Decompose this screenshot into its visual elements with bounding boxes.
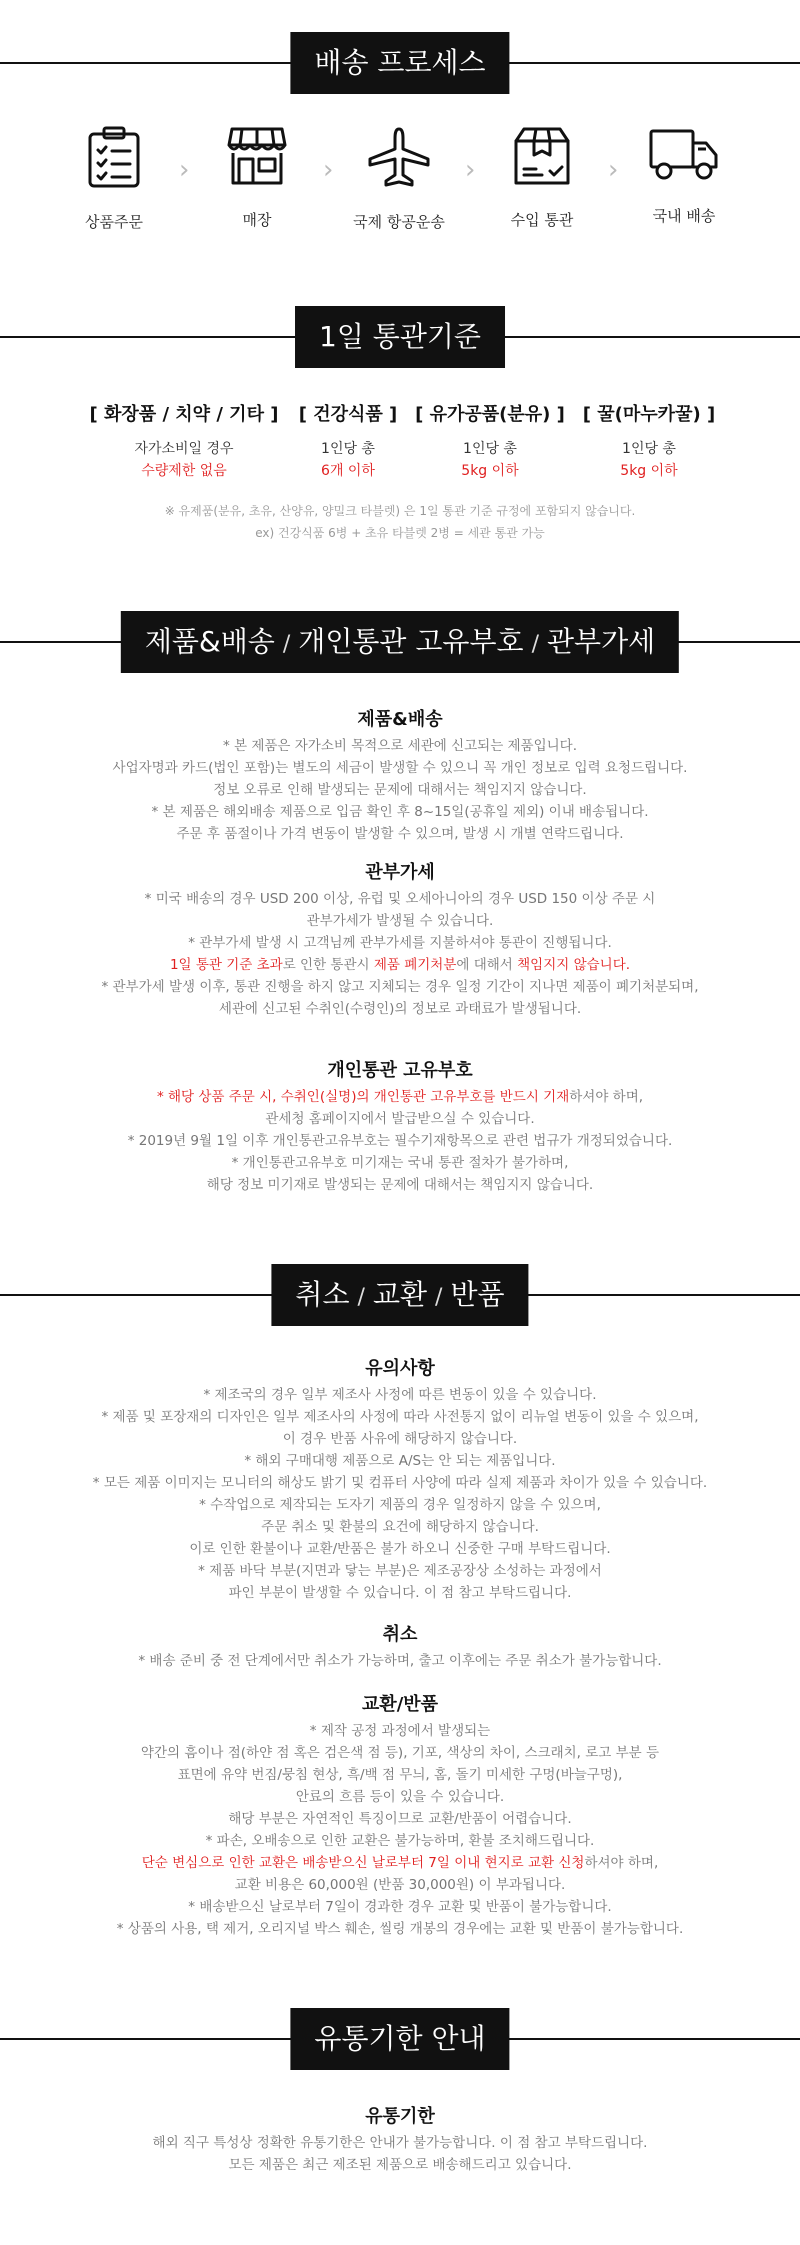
step-customs [467, 125, 617, 230]
step-domestic [609, 125, 759, 226]
cancel-section-title [271, 1264, 528, 1326]
line-text: 하셔야 하며, [569, 1089, 644, 1105]
pccc-block [0, 1056, 800, 1196]
block-line: * 제품 및 포장재의 디자인은 일부 제조사의 사정에 따라 사전통지 없이 리뉴얼 변동이 있을 수 있으며, [101, 1409, 699, 1425]
block-line: 정보 오류로 인해 발생되는 문제에 대해서는 책임지지 않습니다. [213, 782, 587, 798]
block-heading: 관부가세 [365, 862, 435, 883]
block-line: 관세청 홈페이지에서 발급받으실 수 있습니다. [265, 1111, 535, 1127]
limit-heading: [ 화장품 / 치약 / 기타 ] [89, 404, 279, 425]
block-line: * 관부가세 발생 이후, 통관 진행을 하지 않고 지체되는 경우 일정 기간이 지나면 제품이 폐기처분되며, [101, 979, 699, 995]
block-line: 해당 정보 미기재로 발생되는 문제에 대해서는 책임지지 않습니다. [206, 1177, 594, 1193]
block-line: 표면에 유약 번짐/뭉침 현상, 흑/백 점 무늬, 홈, 돌기 미세한 구멍(바늘구멍), [177, 1767, 623, 1783]
block-line: * 관부가세 발생 시 고객님께 관부가세를 지불하셔야 통관이 진행됩니다. [188, 935, 612, 951]
block-line: 이로 인한 환불이나 교환/반품은 불가 하오니 신중한 구매 부탁드립니다. [189, 1541, 611, 1557]
block-line: * 모든 제품 이미지는 모니터의 해상도 밝기 및 컴퓨터 사양에 따라 실제 제품과 차이가 있을 수 있습니다. [92, 1475, 708, 1491]
block-line: 교환 비용은 60,000원 (반품 30,000원) 이 부과됩니다. [234, 1877, 566, 1893]
limit-value: 5kg 이하 [461, 463, 519, 479]
block-heading: 취소 [382, 1624, 418, 1645]
block-heading: 교환/반품 [361, 1694, 439, 1715]
block-line: * 개인통관고유부호 미기재는 국내 통관 절차가 불가하며, [231, 1155, 569, 1171]
title-part: 개인통관 고유부호 [298, 625, 524, 658]
block-line: * 해외 구매대행 제품으로 A/S는 안 되는 제품입니다. [244, 1453, 556, 1469]
product-section-header [0, 611, 800, 673]
block-line: * 2019년 9월 1일 이후 개인통관고유부호는 필수기재항목으로 관련 법규가 개정되었습니다. [127, 1133, 673, 1149]
title-part: 교환 [372, 1278, 428, 1311]
exchange-block [0, 1690, 800, 1940]
block-heading: 유통기한 [365, 2106, 435, 2127]
clipboard-icon [86, 125, 142, 189]
block-line: * 제작 공정 과정에서 발생되는 [309, 1723, 491, 1739]
title-part: 반품 [450, 1278, 505, 1311]
delivery-section-header [0, 32, 800, 94]
title-separator: / [435, 1285, 443, 1310]
step-air-freight [324, 125, 474, 232]
warning-text: 책임지지 않습니다. [517, 957, 631, 973]
block-line: 해외 직구 특성상 정확한 유통기한은 안내가 불가능합니다. 이 점 참고 부탁드립니다. [152, 2135, 648, 2151]
warning-text: * 해당 상품 주문 시, 수취인(실명)의 개인통관 고유부호를 반드시 기재 [156, 1089, 570, 1105]
chevron-right-icon: › [179, 155, 190, 185]
expiry-section-title: 유통기한 안내 [290, 2008, 509, 2070]
title-part: 취소 [295, 1278, 350, 1311]
step-label: 국내 배송 [652, 207, 716, 225]
customs-section-title: 1일 통관기준 [295, 306, 505, 368]
warning-text: 제품 폐기처분 [373, 957, 457, 973]
limit-honey [577, 400, 721, 480]
limit-health-food [290, 400, 406, 480]
limit-subtext: 1인당 총 [463, 441, 517, 457]
step-label: 국제 항공운송 [353, 213, 445, 231]
step-order [39, 125, 189, 232]
limit-subtext: 자가소비일 경우 [134, 441, 234, 457]
block-line: * 수작업으로 제작되는 도자기 제품의 경우 일정하지 않을 수 있으며, [199, 1497, 601, 1513]
block-heading: 제품&배송 [357, 709, 443, 730]
limit-subtext: 1인당 총 [321, 441, 375, 457]
expiry-section-header [0, 2008, 800, 2070]
warning-text: 단순 변심으로 인한 교환은 배송받으신 날로부터 7일 이내 현지로 교환 신청 [141, 1855, 585, 1871]
block-line [0, 1086, 800, 1108]
block-line [0, 1852, 800, 1874]
customs-note-example: ex) 건강식품 6병 + 초유 타블렛 2병 = 세관 통관 가능 [255, 526, 545, 540]
caution-block [0, 1354, 800, 1604]
customs-note-line: ※ 유제품(분유, 초유, 산양유, 양밀크 타블렛) 은 1일 통관 기준 규정에 포함되지 않습니다. [164, 504, 636, 518]
block-heading: 개인통관 고유부호 [327, 1060, 473, 1081]
chevron-right-icon: › [608, 155, 619, 185]
block-line: 안료의 흐름 등이 있을 수 있습니다. [295, 1789, 505, 1805]
step-label: 수입 통관 [510, 211, 574, 229]
block-line: * 배송 준비 중 전 단계에서만 취소가 가능하며, 출고 이후에는 주문 취소가 불가능합니다. [138, 1653, 662, 1669]
limit-value: 5kg 이하 [620, 463, 678, 479]
block-line: 파인 부분이 발생할 수 있습니다. 이 점 참고 부탁드립니다. [228, 1585, 572, 1601]
limit-heading: [ 꿀(마누카꿀) ] [582, 404, 716, 425]
block-line: 해당 부분은 자연적인 특징이므로 교환/반품이 어렵습니다. [228, 1811, 572, 1827]
block-line: * 제조국의 경우 일부 제조사 사정에 따른 변동이 있을 수 있습니다. [203, 1387, 597, 1403]
block-line: * 제품 바닥 부분(지면과 닿는 부분)은 제조공장상 소성하는 과정에서 [198, 1563, 602, 1579]
block-line [0, 954, 800, 976]
block-line: * 파손, 오배송으로 인한 교환은 불가능하며, 환불 조치해드립니다. [205, 1833, 595, 1849]
step-label: 매장 [242, 211, 272, 229]
block-line: 주문 취소 및 환불의 요건에 해당하지 않습니다. [261, 1519, 539, 1535]
block-line: 주문 후 품절이나 가격 변동이 발생할 수 있으며, 발생 시 개별 연락드립니다. [176, 826, 624, 842]
step-store [182, 125, 332, 230]
customs-section-header [0, 306, 800, 368]
store-icon [226, 125, 288, 187]
block-line: * 배송받으신 날로부터 7일이 경과한 경우 교환 및 반품이 불가능합니다. [188, 1899, 612, 1915]
tax-block [0, 858, 800, 1020]
title-part: 제품&배송 [144, 625, 275, 658]
limit-subtext: 1인당 총 [622, 441, 676, 457]
delivery-section-title: 배송 프로세스 [290, 32, 509, 94]
line-text: 에 대해서 [456, 957, 518, 973]
chevron-right-icon: › [465, 155, 476, 185]
title-separator: / [357, 1285, 365, 1310]
customs-note [0, 500, 800, 544]
chevron-right-icon: › [323, 155, 334, 185]
truck-icon [648, 125, 720, 183]
limit-heading: [ 건강식품 ] [298, 404, 398, 425]
product-section-title [121, 611, 679, 673]
block-heading: 유의사항 [365, 1358, 435, 1379]
block-line: 세관에 신고된 수취인(수령인)의 정보로 과태료가 발생됩니다. [218, 1001, 582, 1017]
cancel-section-header [0, 1264, 800, 1326]
block-line: * 미국 배송의 경우 USD 200 이상, 유럽 및 오세아니아의 경우 USD 150 이상 주문 시 [144, 891, 656, 907]
line-text: 하셔야 하며, [584, 1855, 659, 1871]
limit-milk-powder [410, 400, 570, 480]
delivery-steps [0, 125, 800, 245]
title-separator: / [531, 632, 539, 657]
line-text: 로 인한 통관시 [282, 957, 374, 973]
limit-value: 수량제한 없음 [141, 463, 227, 479]
product-delivery-block [0, 705, 800, 845]
block-line: 모든 제품은 최근 제조된 제품으로 배송해드리고 있습니다. [228, 2157, 572, 2173]
block-line: * 본 제품은 해외배송 제품으로 입금 확인 후 8~15일(공휴일 제외) 이내 배송됩니다. [151, 804, 649, 820]
limit-value: 6개 이하 [321, 463, 375, 479]
limit-cosmetics [80, 400, 288, 480]
warning-text: 1일 통관 기준 초과 [169, 957, 283, 973]
airplane-icon [364, 125, 434, 189]
limit-heading: [ 유가공품(분유) ] [415, 404, 565, 425]
block-line: * 본 제품은 자가소비 목적으로 세관에 신고되는 제품입니다. [222, 738, 578, 754]
block-line: 사업자명과 카드(법인 포함)는 별도의 세금이 발생할 수 있으니 꼭 개인 정보로 입력 요청드립니다. [112, 760, 688, 776]
block-line: 관부가세가 발생될 수 있습니다. [306, 913, 494, 929]
block-line: * 상품의 사용, 택 제거, 오리지널 박스 훼손, 씰링 개봉의 경우에는 교환 및 반품이 불가능합니다. [116, 1921, 684, 1937]
expiry-block [0, 2102, 800, 2176]
cancel-block [0, 1620, 800, 1672]
step-label: 상품주문 [85, 213, 143, 231]
title-separator: / [282, 632, 291, 657]
title-part: 관부가세 [546, 625, 656, 658]
block-line: 약간의 흠이나 점(하얀 점 혹은 검은색 점 등), 기포, 색상의 차이, 스크래치, 로고 부분 등 [140, 1745, 660, 1761]
package-icon [512, 125, 572, 187]
block-line: 이 경우 반품 사유에 해당하지 않습니다. [282, 1431, 518, 1447]
